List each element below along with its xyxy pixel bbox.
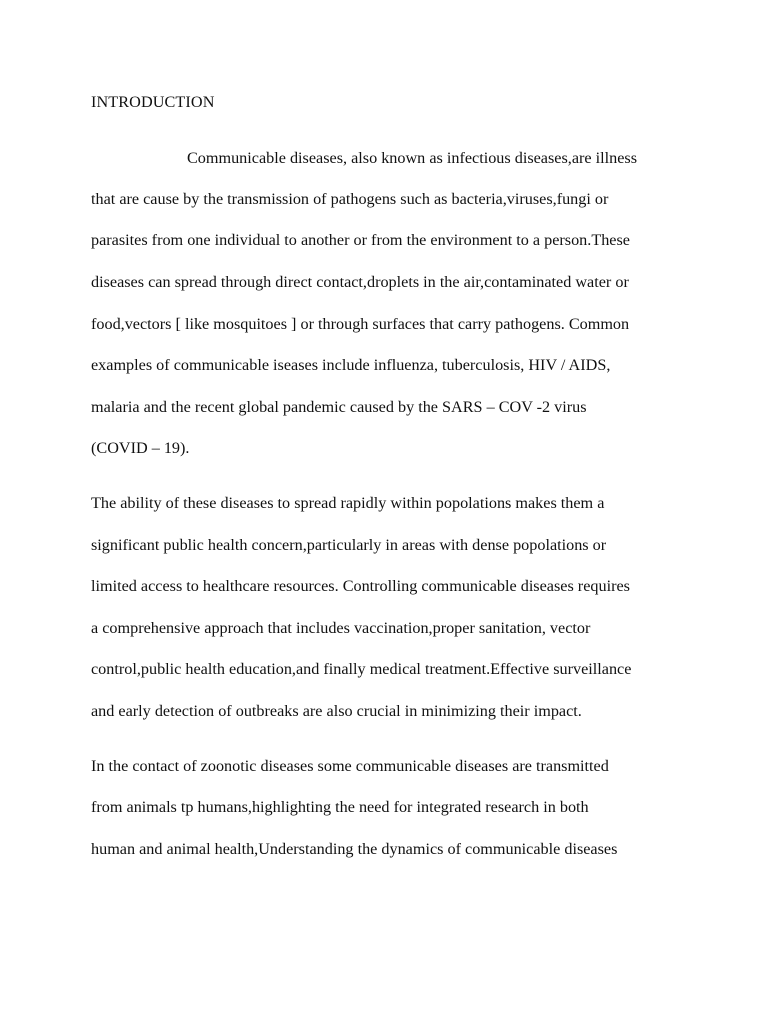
text-line: The ability of these diseases to spread rapidly within popolations makes them a [91, 494, 605, 512]
section-heading: INTRODUCTION [91, 93, 215, 111]
text-line: that are cause by the transmission of pathogens such as bacteria,viruses,fungi or [91, 190, 609, 208]
text-line: from animals tp humans,highlighting the need for integrated research in both [91, 798, 589, 816]
text-line: significant public health concern,particularly in areas with dense popolations or [91, 536, 607, 554]
text-line: In the contact of zoonotic diseases some communicable diseases are transmitted [91, 757, 609, 775]
text-line: and early detection of outbreaks are also crucial in minimizing their impact. [91, 702, 582, 720]
text-line: diseases can spread through direct contact,droplets in the air,contaminated water or [91, 273, 629, 291]
text-line: (COVID – 19). [91, 439, 190, 457]
text-line: parasites from one individual to another or from the environment to a person.These [91, 231, 630, 249]
text-line: malaria and the recent global pandemic caused by the SARS – COV -2 virus [91, 398, 587, 416]
text-line: control,public health education,and finally medical treatment.Effective surveillance [91, 660, 632, 678]
text-line: human and animal health,Understanding the dynamics of communicable diseases [91, 840, 618, 858]
text-line: a comprehensive approach that includes vaccination,proper sanitation, vector [91, 619, 591, 637]
text-line: Communicable diseases, also known as infectious diseases,are illness [187, 149, 638, 167]
text-line: limited access to healthcare resources. Controlling communicable diseases requires [91, 577, 630, 595]
text-line: food,vectors [ like mosquitoes ] or through surfaces that carry pathogens. Common [91, 315, 630, 333]
text-line: examples of communicable iseases include influenza, tuberculosis, HIV / AIDS, [91, 356, 611, 374]
